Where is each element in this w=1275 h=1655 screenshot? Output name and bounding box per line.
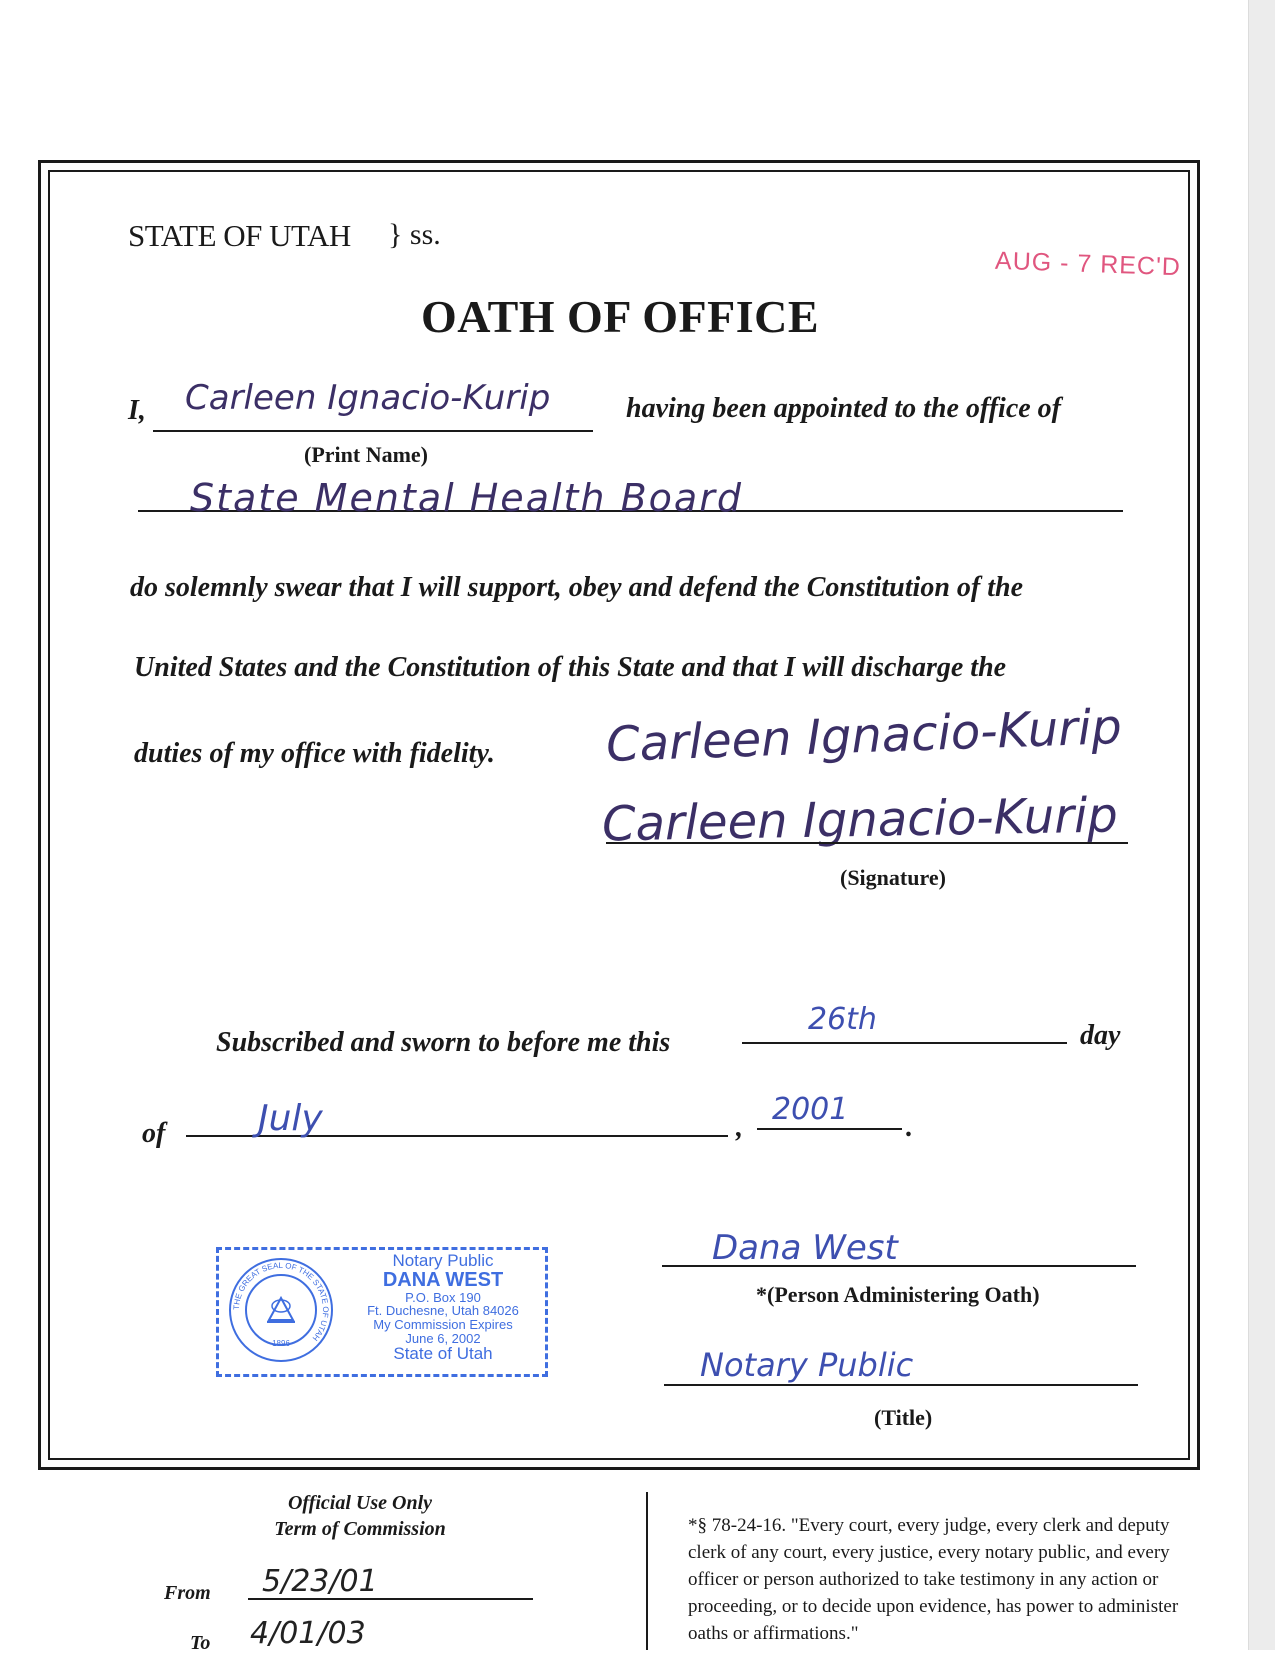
- received-stamp: AUG - 7 REC'D: [994, 246, 1182, 282]
- day-value: 26th: [808, 1002, 877, 1037]
- title-label: (Title): [874, 1405, 933, 1430]
- oath-line-3: duties of my office with fidelity.: [134, 738, 495, 769]
- notary-seal: [216, 1247, 548, 1377]
- to-value: 4/01/03: [250, 1616, 366, 1651]
- print-name-line: [153, 430, 593, 432]
- signature-2: Carleen Ignacio-Kurip: [601, 787, 1119, 853]
- oath-prefix: I,: [128, 395, 146, 426]
- year-value: 2001: [772, 1092, 849, 1127]
- print-name-label: (Print Name): [304, 442, 429, 467]
- state-seal-icon: [229, 1258, 333, 1362]
- signature-label: (Signature): [840, 865, 946, 890]
- document-title: OATH OF OFFICE: [421, 291, 819, 342]
- oath-line-1: do solemnly swear that I will support, obey and defend the Constitution of the: [130, 572, 1023, 603]
- seal-ring-year: 1896: [272, 1339, 290, 1348]
- statute-footnote: *§ 78-24-16. "Every court, every judge, every clerk and deputy clerk of any court, every justice, every notary public, and every officer or person authorized to take testimony in any action or proceeding, or to decide upon evidence, has power to administer oaths or affirmations.": [688, 1515, 1179, 1644]
- seal-line-5: My Commission Expires: [373, 1317, 513, 1333]
- subscribed-text: Subscribed and sworn to before me this: [216, 1027, 671, 1058]
- from-label: From: [164, 1582, 211, 1604]
- bottom-divider: [646, 1492, 648, 1650]
- day-label: day: [1080, 1020, 1121, 1051]
- of-label: of: [142, 1118, 166, 1149]
- ss-notation: } ss.: [388, 218, 441, 251]
- seal-line-4: Ft. Duchesne, Utah 84026: [367, 1303, 519, 1319]
- official-use-heading: Official Use Only: [287, 1492, 433, 1514]
- print-name-value: Carleen Ignacio-Kurip: [185, 378, 551, 418]
- seal-line-6: June 6, 2002: [405, 1330, 481, 1346]
- seal-text-block: [343, 1252, 543, 1363]
- title-value: Notary Public: [700, 1346, 914, 1384]
- seal-line-3: P.O. Box 190: [405, 1289, 481, 1305]
- term-heading: Term of Commission: [274, 1518, 446, 1540]
- seal-line-7: State of Utah: [393, 1344, 493, 1364]
- period: .: [906, 1112, 913, 1143]
- title-line: [664, 1384, 1138, 1386]
- signature-1: Carleen Ignacio-Kurip: [605, 699, 1123, 773]
- page-edge-shadow: [1248, 0, 1275, 1650]
- administering-label: *(Person Administering Oath): [756, 1282, 1040, 1307]
- administering-signature: Dana West: [712, 1228, 898, 1268]
- comma: ,: [736, 1112, 743, 1143]
- signature-line: [606, 842, 1128, 844]
- seal-line-1: Notary Public: [392, 1251, 494, 1270]
- state-heading: STATE OF UTAH: [128, 218, 351, 253]
- oath-line-2: United States and the Constitution of this State and that I will discharge the: [134, 652, 1007, 683]
- seal-ring-text: THE GREAT SEAL OF THE STATE OF UTAH: [231, 1260, 331, 1343]
- day-line: [742, 1042, 1067, 1044]
- to-label: To: [190, 1632, 211, 1654]
- from-value: 5/23/01: [262, 1564, 378, 1599]
- appointed-text: having been appointed to the office of: [626, 393, 1061, 424]
- svg-text:THE GREAT SEAL OF THE STATE OF: [232, 1261, 330, 1343]
- year-line: [757, 1128, 902, 1130]
- month-value: July: [258, 1098, 323, 1139]
- seal-line-2: DANA WEST: [382, 1268, 504, 1291]
- office-value: State Mental Health Board: [190, 476, 743, 520]
